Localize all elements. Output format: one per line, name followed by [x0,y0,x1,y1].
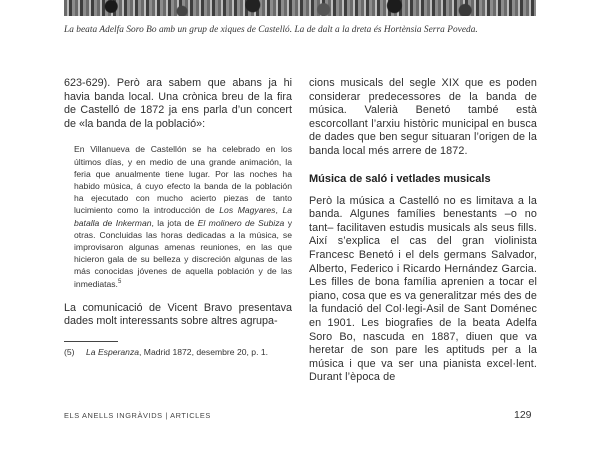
footnote-source-title: La Esperanza [86,347,140,357]
photo-bottom-edge [64,0,536,16]
running-head: ELS ANELLS INGRÀVIDS | ARTICLES [64,411,211,420]
right-column [309,77,537,385]
quote-text: , la jota de [151,217,198,228]
intro-paragraph: 623-629). Però ara sabem que abans ja hi havia banda local. Una crònica breu de la fira de Castelló de 1872 ja ens parla d’un concert de «la banda de la població»: [64,77,292,130]
paragraph: cions musicals del segle XIX que es poden considerar predecessores de la banda de música. Valerià Benetó també està escorcollant l’arxiu històric municipal en busca de dades que ben segur situaran l’origen de la banda local més arrere de 1872. [309,77,537,157]
footnote-divider [64,341,118,342]
footnote-reference: 5 [117,278,122,285]
footnote-details: , Madrid 1872, desembre 20, p. 1. [139,347,269,357]
paragraph-after-quote: La comunicació de Vicent Bravo presentava dades molt interessants sobre altres agrupa- [64,301,292,328]
quote-title-magyares: Los Magyares [219,205,276,216]
footnote [64,346,292,358]
photo-caption: La beata Adelfa Soro Bo amb un grup de xiques de Castelló. La de dalt a la dreta és Hortènsia Serra Poveda. [64,25,478,35]
quote-title-molinero: El molinero de Subiza [197,217,285,228]
quote-text: y otras. Concluidas las horas dedicadas a la música, se improvisaron algunas amenas reuniones, en las que hicieron gala de su belleza y discreción algunas de las más conocidas jóvenes de aquella población y de las inmediatas. [74,217,292,289]
quote-separator: , [275,205,283,216]
quote-text: En Villanueva de Castellón se ha celebrado en los últimos días, y en medio de una grande animación, la feria que anualmente tiene lugar. Por las noches ha habido música, á cuyo efecto la banda de la población ha ejecutado con mucho acierto piezas de tanto lucimiento como la introducción de [74,144,292,216]
left-column [64,77,292,358]
section-heading: Música de saló i vetlades musicals [309,172,491,185]
block-quote [74,143,292,289]
paragraph: Però la música a Castelló no es limitava a la banda. Algunes famílies benestants –o no tant– facilitaven estudis musicals als seus fills. Així s’explica el cas del gran violinista Francesc Benetó i el dels germans Salvador, Alberto, Federico i Ricardo Hernández Garcia. Les filles de bona família aprenien a tocar el piano, cosa que es va generalitzar més des de la fundació del Col·legi-Asil de Sant Doménec en 1901. Les biografies de la beata Adelfa Soro Bo, nascuda en 1887, diuen que va heretar de son pare les aptituds per a la música i que va ser una pianista excel·lent. Durant l’època de [309,194,537,384]
footnote-number: (5) [64,347,75,357]
quote-title-inkerman: La batalla de Inkerman [74,205,292,228]
page-number: 129 [514,409,532,421]
